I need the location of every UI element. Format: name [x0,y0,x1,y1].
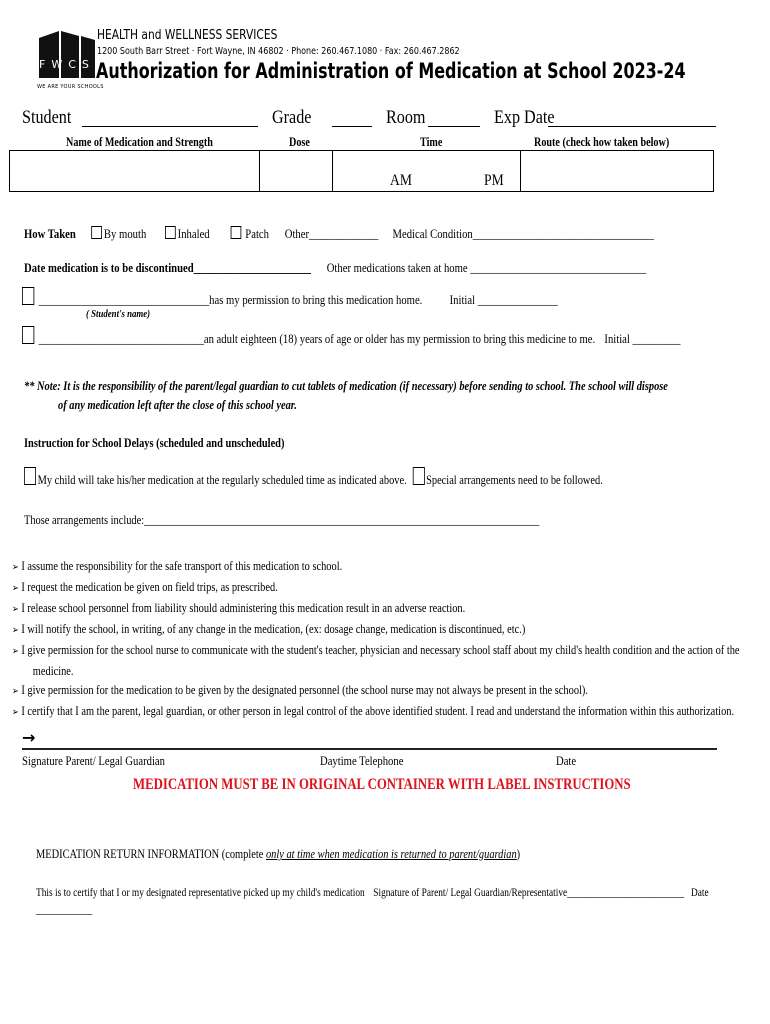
dose-cell[interactable] [259,151,333,191]
arrangements-field[interactable]: Those arrangements include:____________________________________________________________________________ [24,512,540,527]
return-info-heading [36,846,520,862]
room-input[interactable] [428,126,480,127]
statement-item [12,661,740,680]
signature-arrow-icon: → [22,728,36,747]
return-certify-row [36,885,684,900]
statement-text: I request the medication be given on field trips, as prescribed. [21,579,278,594]
arrow-bullet-icon: ➢ [12,707,19,718]
return-certify-text: This is to certify that I or my designated representative picked up my child's medication [36,885,365,899]
logo-mark-icon [37,30,95,80]
fwcs-logo [37,30,104,94]
special-arrangements-label: Special arrangements need to be followed. [426,472,603,487]
return-heading-suffix: ) [516,846,521,861]
arrow-bullet-icon: ➢ [12,562,19,573]
exp-date-label: Exp Date [494,107,555,128]
statement-item [12,619,740,640]
discontinue-row [24,260,646,276]
return-heading-italic: only at time when medication is returned to parent/guardian [265,846,517,861]
student-name-caption: ( Student's name) [86,308,151,320]
room-label: Room [386,107,426,128]
med-cell[interactable] [10,151,260,191]
student-permission-line[interactable]: ________________________________has my permission to bring this medication home. [38,292,423,307]
page-title: Authorization for Administration of Medication at School 2023-24 [96,59,686,83]
exp-date-input[interactable] [548,126,716,127]
return-signature-field[interactable]: _________________________ [567,885,685,899]
adult-permission-line[interactable]: _______________________________an adult eighteen (18) years of age or older has my permission to bring this medicine to me. [38,331,596,346]
medication-table [9,150,714,192]
route-cell[interactable] [520,151,713,191]
department-name: HEALTH and WELLNESS SERVICES [97,28,278,43]
arrow-bullet-icon: ➢ [12,583,19,594]
other-meds-field[interactable]: Other medications taken at home _________________________________ [326,260,647,275]
note-line-2: of any medication left after the close of this school year. [58,397,297,412]
statement-item [12,680,740,701]
statement-text: I will notify the school, in writing, of any change in the medication, (ex: dosage change, medication is discontinued, etc.) [21,621,526,636]
original-container-warning: MEDICATION MUST BE IN ORIGINAL CONTAINER WITH LABEL INSTRUCTIONS [133,776,631,793]
adult-permission-checkbox[interactable] [22,326,34,344]
statement-item [12,640,740,661]
logo-letters: FWCS [39,58,95,71]
statement-item [12,577,740,598]
initial-field-1[interactable]: Initial _______________ [449,292,558,307]
delays-options-row [24,467,603,488]
medical-condition-field[interactable]: Medical Condition__________________________________ [392,226,654,241]
student-label: Student [22,107,72,128]
arrow-bullet-icon: ➢ [12,686,19,697]
arrow-bullet-icon: ➢ [12,604,19,615]
daytime-telephone-label: Daytime Telephone [320,753,404,768]
patch-label: Patch [245,226,269,241]
regular-time-checkbox[interactable] [24,467,36,485]
arrow-bullet-icon: ➢ [12,646,19,657]
special-arrangements-checkbox[interactable] [412,467,424,485]
statement-item [12,556,740,577]
return-heading-prefix: MEDICATION RETURN INFORMATION (complete [36,846,266,861]
logo-tagline: WE ARE YOUR SCHOOLS [37,84,104,90]
signature-label: Signature Parent/ Legal Guardian [22,753,165,768]
statement-text: medicine. [32,663,74,678]
statement-text: I assume the responsibility for the safe transport of this medication to school. [21,558,343,573]
note-line-1: ** Note: It is the responsibility of the parent/legal guardian to cut tablets of medication (if necessary) before sending to school. The school will dispose [24,378,668,393]
how-taken-label: How Taken [24,226,76,241]
checkbox-icon [165,226,176,239]
initial-field-2[interactable]: Initial _________ [604,331,681,346]
col-route-header: Route (check how taken below) [534,134,670,149]
checkbox-icon [92,226,103,239]
grade-input[interactable] [332,126,372,127]
other-field[interactable]: Other_____________ [284,226,379,241]
how-taken-row [24,226,654,242]
statement-item [12,598,740,619]
inhaled-label: Inhaled [177,226,210,241]
student-permission-checkbox[interactable] [22,287,34,305]
delays-heading: Instruction for School Delays (scheduled and unscheduled) [24,435,285,450]
patch-checkbox[interactable] [230,226,269,241]
statement-item [12,701,740,722]
am-label: AM [390,172,412,189]
col-dose-header: Dose [289,134,310,149]
adult-permission-row [22,326,681,347]
by-mouth-label: By mouth [103,226,147,241]
checkbox-icon [230,226,241,239]
arrow-bullet-icon: ➢ [12,625,19,636]
return-signature-label: Signature of Parent/ Legal Guardian/Representative [373,885,568,899]
pm-label: PM [484,172,504,189]
statement-text: I give permission for the school nurse to communicate with the student's teacher, physician and necessary school staff about my child's health condition and the action of the [21,642,740,657]
student-permission-row [22,287,558,308]
student-input[interactable] [82,126,258,127]
col-med-header: Name of Medication and Strength [66,134,213,149]
return-date-field[interactable]: ___________ [36,902,93,916]
regular-time-label: My child will take his/her medication at the regularly scheduled time as indicated above. [37,472,407,487]
statement-text: I release school personnel from liability should administering this medication result in an adverse reaction. [21,600,466,615]
signature-date-label: Date [556,753,577,768]
col-time-header: Time [420,134,443,149]
discontinue-field[interactable]: Date medication is to be discontinued______________________ [24,260,311,275]
signature-line[interactable] [22,748,717,750]
statement-list [12,556,740,722]
statement-text: I certify that I am the parent, legal guardian, or other person in legal control of the above identified student. I read and understand the information within this authorization. [21,703,735,718]
address-line: 1200 South Barr Street · Fort Wayne, IN 46802 · Phone: 260.467.1080 · Fax: 260.467.2862 [97,46,460,57]
statement-text: I give permission for the medication to be given by the designated personnel (the school nurse may not always be present in the school). [21,682,588,697]
inhaled-checkbox[interactable] [165,226,209,241]
by-mouth-checkbox[interactable] [92,226,147,241]
return-date-label: Date [691,885,709,899]
grade-label: Grade [272,107,312,128]
